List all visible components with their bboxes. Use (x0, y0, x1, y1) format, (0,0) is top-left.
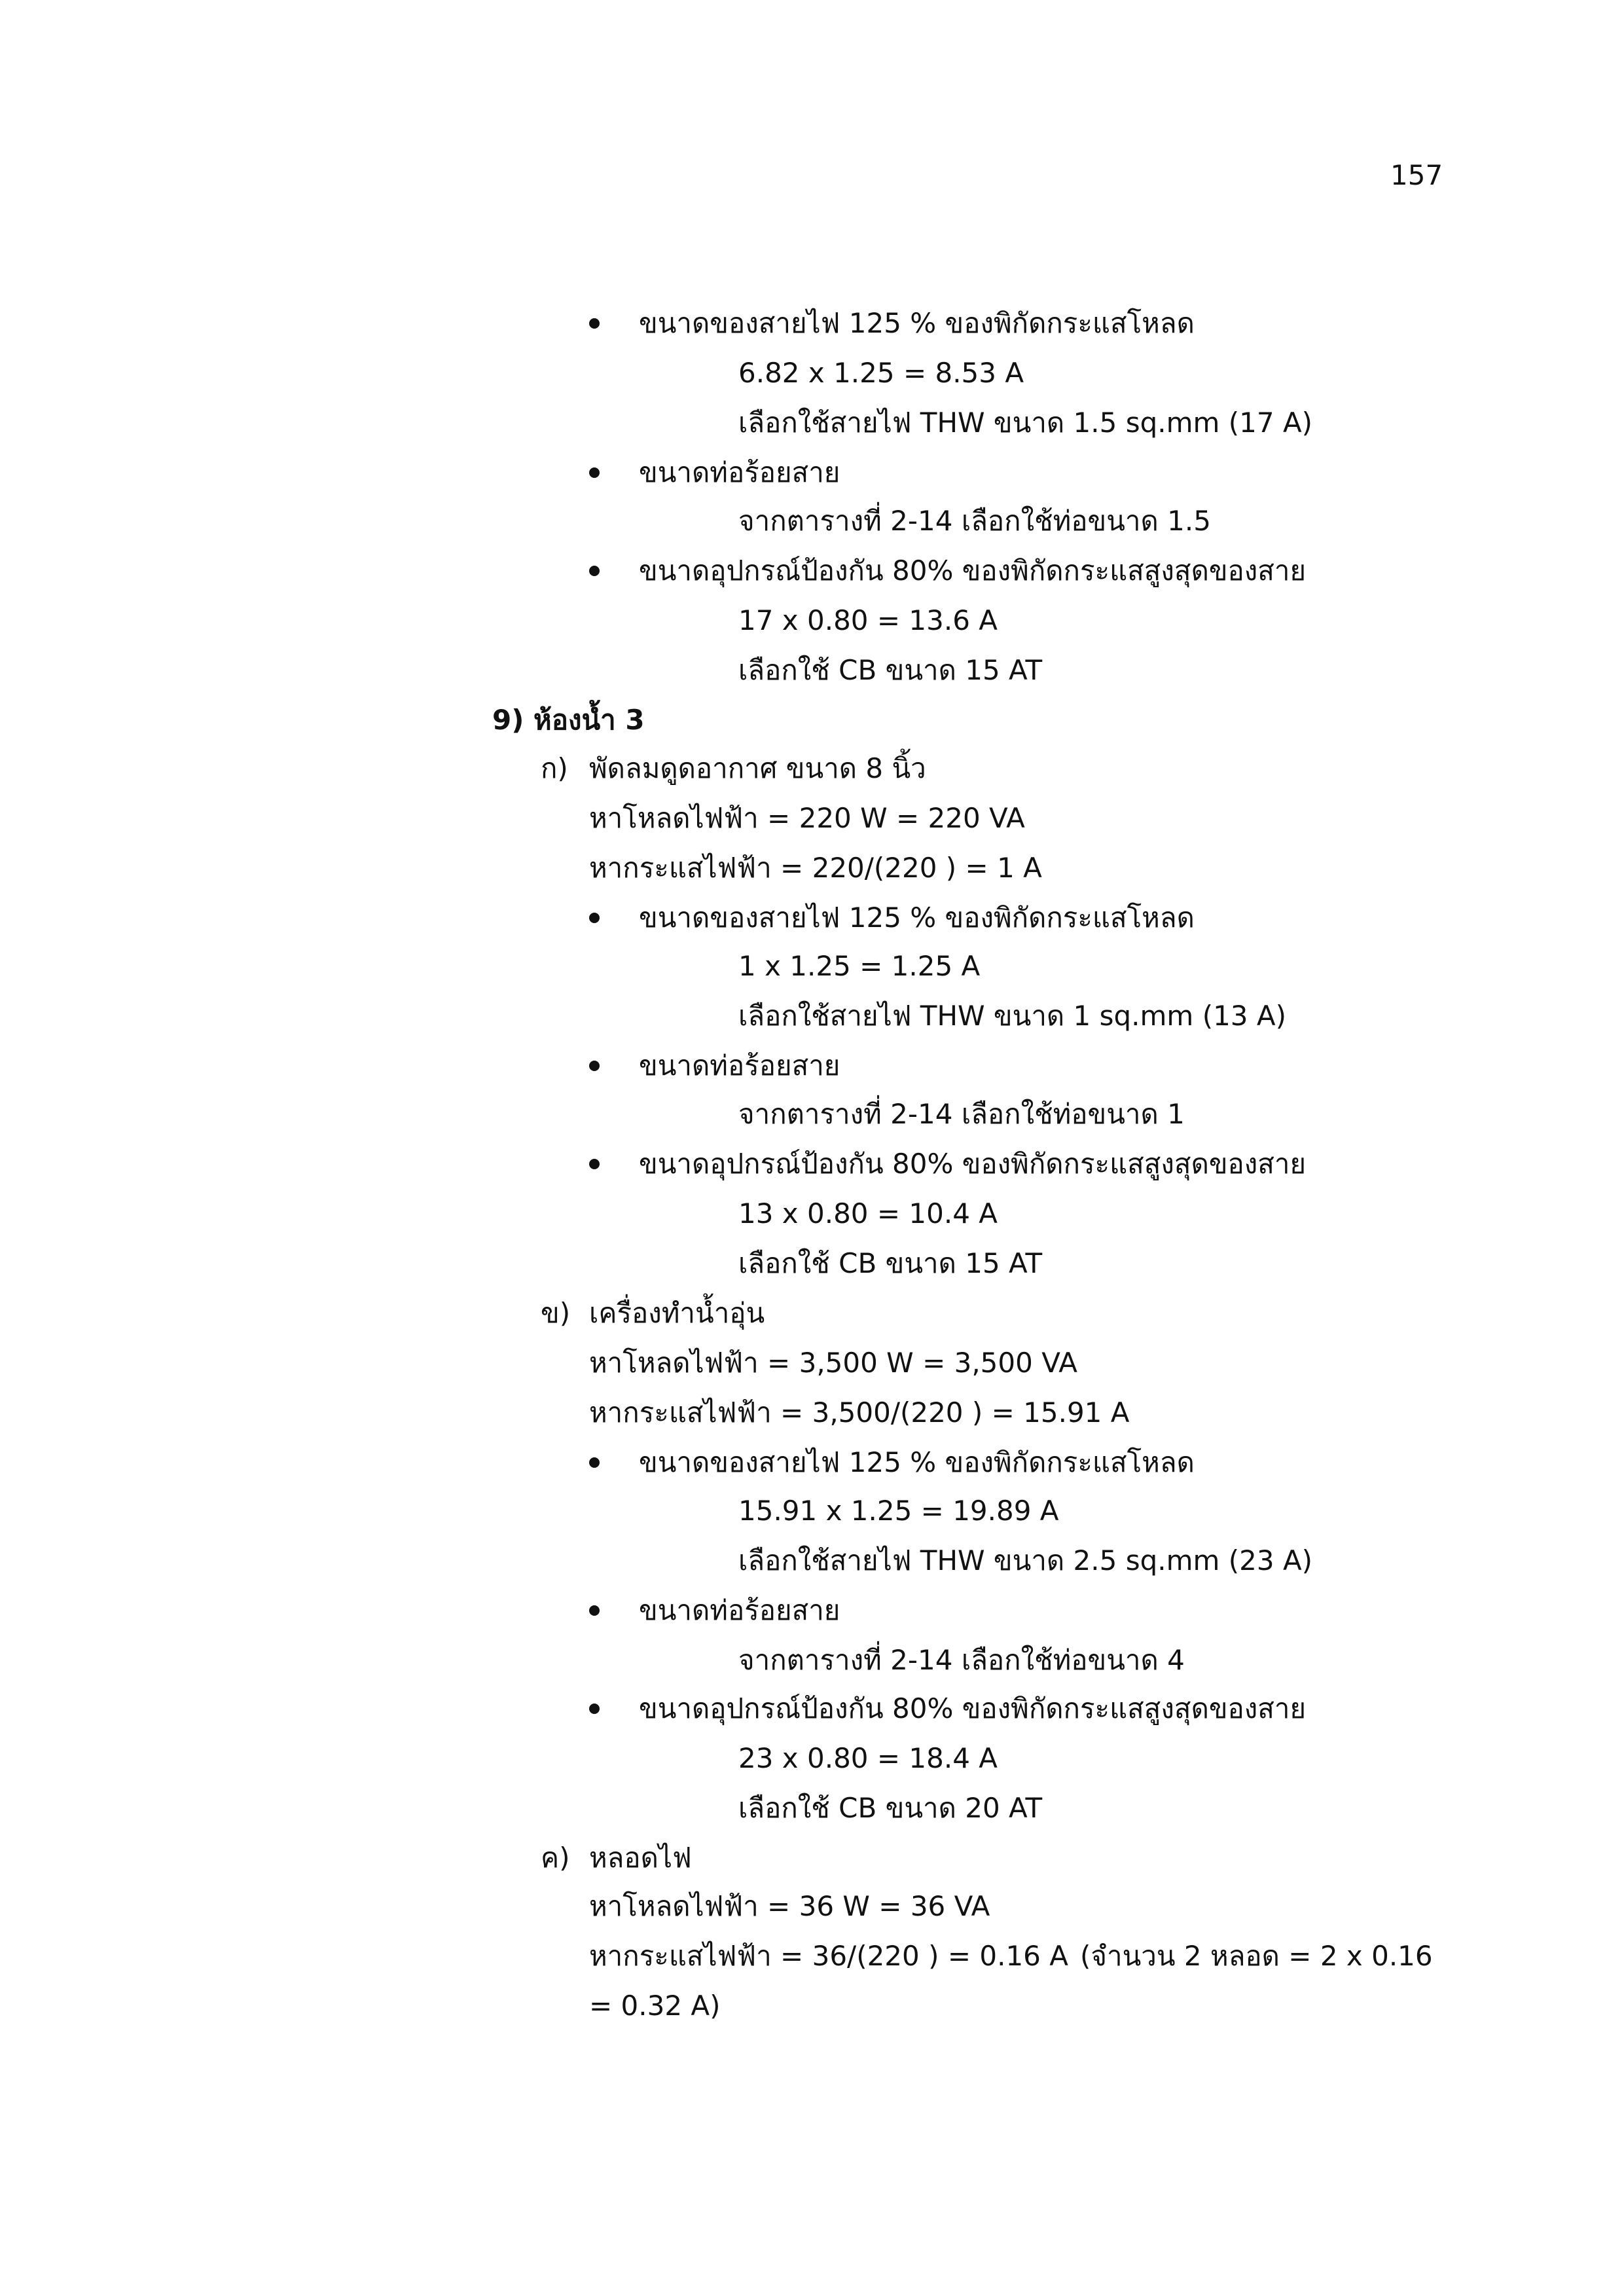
bullet-title: ขนาดอุปกรณ์ป้องกัน 80% ของพิกัดกระแสสูงสุดของสาย (639, 1692, 1307, 1724)
calc-line: เลือกใช้สายไฟ THW ขนาด 2.5 sq.mm (23 A) (738, 1544, 1313, 1576)
calc-line: เลือกใช้สายไฟ THW ขนาด 1.5 sq.mm (17 A) (738, 407, 1313, 439)
item-title: หลอดไฟ (589, 1842, 692, 1874)
bullet-title: ขนาดท่อร้อยสาย (639, 1594, 840, 1626)
current-line: หากระแสไฟฟ้า = 220/(220 ) = 1 A (589, 852, 1042, 884)
bullet-icon (589, 1457, 600, 1468)
bullet-icon (589, 1605, 600, 1616)
bullet-title: ขนาดอุปกรณ์ป้องกัน 80% ของพิกัดกระแสสูงสุดของสาย (639, 1148, 1307, 1180)
item-title: เครื่องทำน้ำอุ่น (589, 1297, 765, 1329)
item-label: ข) (541, 1297, 571, 1329)
item-title: พัดลมดูดอากาศ ขนาด 8 นิ้ว (589, 752, 926, 784)
current-line: หากระแสไฟฟ้า = 3,500/(220 ) = 15.91 A (589, 1396, 1130, 1429)
bullet-title: ขนาดท่อร้อยสาย (639, 456, 840, 488)
bullet-title: ขนาดอุปกรณ์ป้องกัน 80% ของพิกัดกระแสสูงสุดของสาย (639, 555, 1307, 587)
load-line: หาโหลดไฟฟ้า = 220 W = 220 VA (589, 802, 1025, 834)
current-note-continued: = 0.32 A) (589, 1990, 721, 2022)
bullet-icon (589, 1061, 600, 1071)
page-number: 157 (1390, 159, 1443, 191)
calc-line: จากตารางที่ 2-14 เลือกใช้ท่อขนาด 1.5 (738, 505, 1211, 537)
bullet-icon (589, 467, 600, 478)
load-line: หาโหลดไฟฟ้า = 36 W = 36 VA (589, 1890, 990, 1922)
calc-line: จากตารางที่ 2-14 เลือกใช้ท่อขนาด 1 (738, 1098, 1185, 1130)
calc-line: เลือกใช้ CB ขนาด 20 AT (738, 1792, 1043, 1824)
load-line: หาโหลดไฟฟ้า = 3,500 W = 3,500 VA (589, 1347, 1077, 1379)
bullet-icon (589, 1704, 600, 1714)
calc-line: 17 x 0.80 = 13.6 A (738, 604, 998, 636)
calc-line: 1 x 1.25 = 1.25 A (738, 950, 981, 982)
calc-line: เลือกใช้ CB ขนาด 15 AT (738, 1247, 1043, 1279)
bullet-title: ขนาดของสายไฟ 125 % ของพิกัดกระแสโหลด (639, 307, 1195, 339)
bullet-icon (589, 566, 600, 576)
calc-line: 15.91 x 1.25 = 19.89 A (738, 1495, 1059, 1527)
calc-line: 13 x 0.80 = 10.4 A (738, 1197, 998, 1230)
section-heading: 9) ห้องน้ำ 3 (492, 704, 645, 736)
item-label: ค) (541, 1842, 570, 1874)
current-note: (จำนวน 2 หลอด = 2 x 0.16 (1080, 1940, 1433, 1972)
calc-line: เลือกใช้สายไฟ THW ขนาด 1 sq.mm (13 A) (738, 1000, 1286, 1032)
calc-line: 23 x 0.80 = 18.4 A (738, 1742, 998, 1774)
bullet-icon (589, 913, 600, 923)
calc-line: เลือกใช้ CB ขนาด 15 AT (738, 654, 1043, 686)
bullet-icon (589, 1159, 600, 1169)
item-label: ก) (541, 752, 568, 784)
bullet-icon (589, 318, 600, 329)
calc-line: 6.82 x 1.25 = 8.53 A (738, 357, 1024, 389)
bullet-title: ขนาดของสายไฟ 125 % ของพิกัดกระแสโหลด (639, 1446, 1195, 1478)
calc-line: จากตารางที่ 2-14 เลือกใช้ท่อขนาด 4 (738, 1644, 1185, 1676)
bullet-title: ขนาดท่อร้อยสาย (639, 1049, 840, 1082)
bullet-title: ขนาดของสายไฟ 125 % ของพิกัดกระแสโหลด (639, 902, 1195, 934)
current-line: หากระแสไฟฟ้า = 36/(220 ) = 0.16 A (589, 1940, 1068, 1972)
